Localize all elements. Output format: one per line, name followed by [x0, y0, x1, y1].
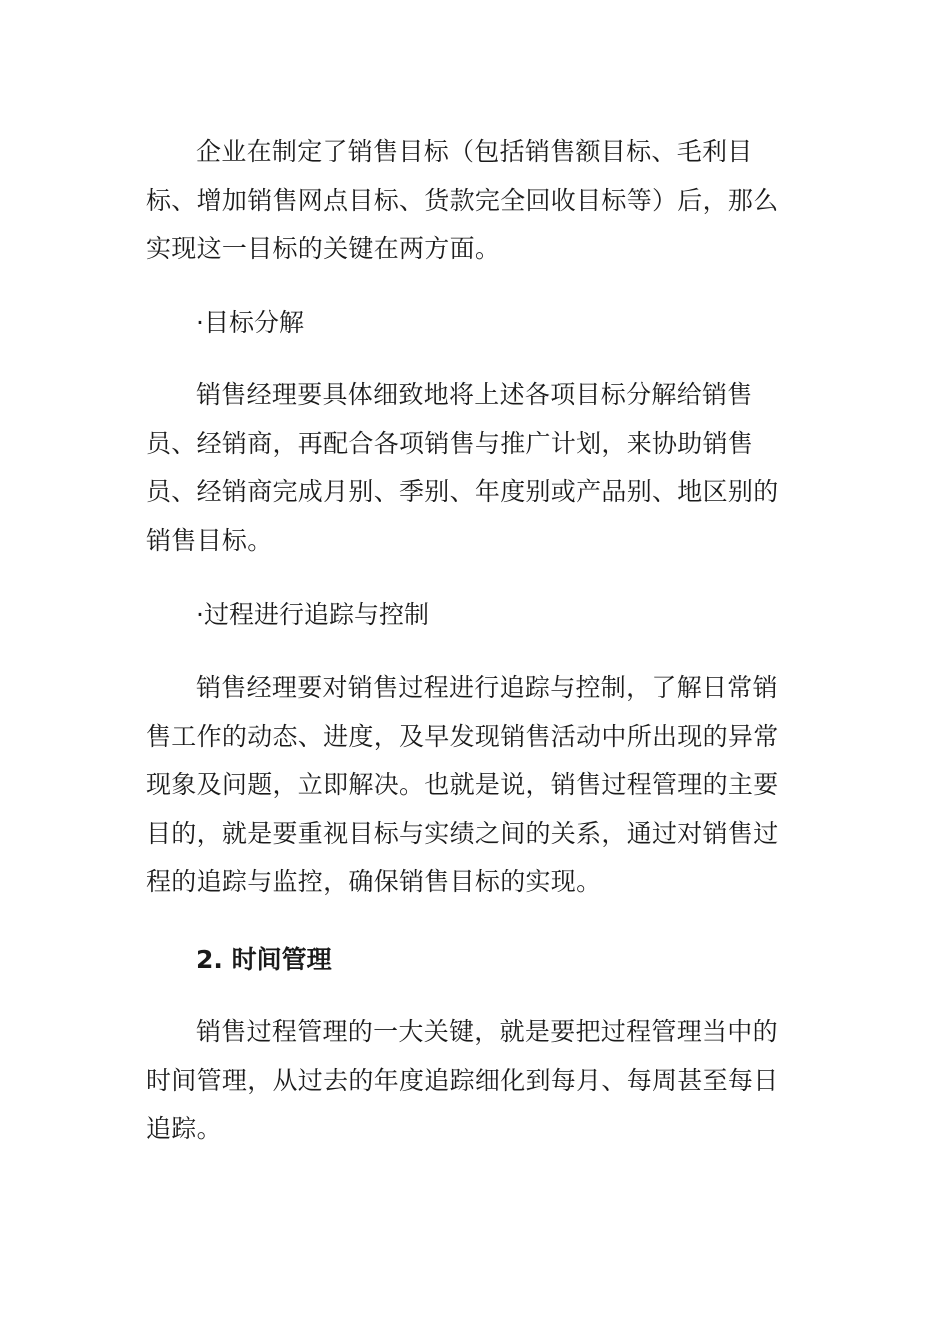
bullet-goal-breakdown: ·目标分解 [196, 308, 304, 337]
paragraph-process-tracking: 销售经理要对销售过程进行追踪与控制，了解日常销售工作的动态、进度，及早发现销售活动中所出现的异常现象及问题，立即解决。也就是说，销售过程管理的主要目的，就是要重视目标与实绩之间的关系，通过对销售过程的追踪与监控，确保销售目标的实现。 [146, 673, 779, 896]
bullet-process-tracking: ·过程进行追踪与控制 [196, 600, 429, 629]
paragraph-sales-goals: 企业在制定了销售目标（包括销售额目标、毛利目标、增加销售网点目标、货款完全回收目标等）后，那么实现这一目标的关键在两方面。 [146, 137, 779, 263]
section-heading-time-management: 2. 时间管理 [196, 945, 332, 974]
paragraph-goal-breakdown: 销售经理要具体细致地将上述各项目标分解给销售员、经销商，再配合各项销售与推广计划，来协助销售员、经销商完成月别、季别、年度别或产品别、地区别的销售目标。 [146, 380, 779, 555]
paragraph-time-management: 销售过程管理的一大关键，就是要把过程管理当中的时间管理，从过去的年度追踪细化到每月、每周甚至每日追踪。 [146, 1017, 779, 1143]
